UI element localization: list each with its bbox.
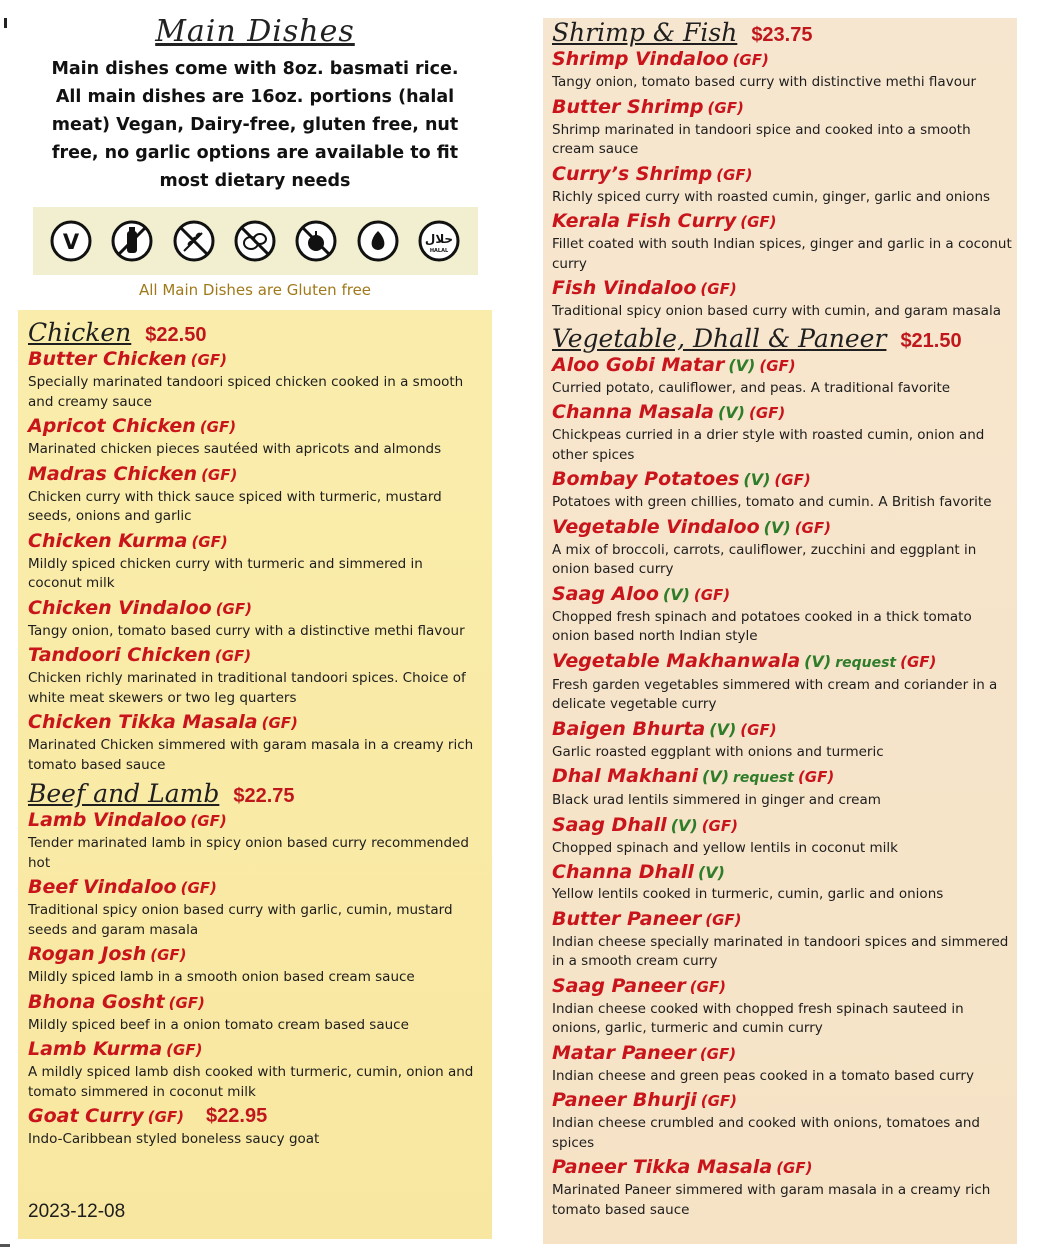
- diet-tag-gf: (GF): [693, 585, 731, 604]
- menu-item-description: Tender marinated lamb in spicy onion based curry recommended hot: [28, 835, 469, 871]
- menu-item-name: Saag Aloo: [552, 582, 659, 605]
- menu-item: [552, 467, 1012, 513]
- menu-item-heading: [552, 860, 1012, 885]
- menu-item: [28, 643, 480, 708]
- menu-item: [552, 400, 1012, 465]
- diet-tag-gf: (GF): [794, 518, 831, 537]
- no-garlic-icon: [294, 219, 338, 263]
- menu-item-description: Chicken richly marinated in traditional tandoori spices. Choice of white meat skewers or two leg quarters: [28, 670, 466, 706]
- menu-item: [552, 515, 1012, 580]
- diet-tag-gf: (GF): [740, 720, 777, 739]
- menu-item-name: Shrimp Vindaloo: [552, 48, 729, 70]
- menu-item-name: Tandoori Chicken: [28, 644, 211, 666]
- diet-tag-v: (V): [717, 403, 745, 422]
- beef-lamb-items: [28, 808, 480, 1150]
- menu-item-description: Indian cheese and green peas cooked in a tomato based curry: [552, 1067, 974, 1084]
- menu-item-name: Baigen Bhurta: [552, 717, 706, 740]
- menu-item: [552, 1088, 1012, 1153]
- menu-item-description: Tangy onion, tomato based curry with distinctive methi flavour: [552, 74, 977, 90]
- menu-item-name: Bombay Potatoes: [552, 468, 740, 490]
- menu-item-heading: [552, 813, 1012, 839]
- chicken-items: [28, 347, 480, 775]
- menu-item-description: Indian cheese cooked with chopped fresh spinach sauteed in onions, garlic, turmeric and cumin curry: [552, 1000, 964, 1036]
- menu-item: [552, 907, 1012, 972]
- menu-item: [28, 1037, 480, 1102]
- menu-item: [552, 582, 1012, 647]
- menu-item-heading: [552, 907, 1012, 933]
- diet-tag-gf: (GF): [261, 714, 298, 732]
- menu-item-name: Butter Paneer: [552, 907, 702, 930]
- menu-item-name: Matar Paneer: [552, 1041, 696, 1064]
- intro-text: Main dishes come with 8oz. basmati rice. All main dishes are 16oz. portions (halal meat) Vegan, Dairy-free, gluten free, nut free, no garlic options are available to fit most dietary needs: [51, 59, 459, 191]
- diet-tag-gf: (GF): [214, 647, 252, 665]
- diet-tag-gf: (GF): [166, 1041, 203, 1059]
- menu-item: [552, 1155, 1012, 1220]
- menu-item-name: Lamb Kurma: [28, 1038, 163, 1060]
- menu-item: [28, 710, 480, 775]
- menu-item-name: Butter Chicken: [28, 348, 187, 370]
- diet-tag-gf: (GF): [191, 532, 228, 551]
- menu-item-description: Black urad lentils simmered in ginger and cream: [552, 792, 881, 808]
- diet-tag-gf: (GF): [180, 879, 217, 897]
- diet-tag-gf: (GF): [700, 1092, 738, 1110]
- menu-item-heading: [552, 717, 1012, 743]
- menu-item-name: Kerala Fish Curry: [552, 210, 737, 232]
- diet-tag-gf: (GF): [716, 165, 753, 184]
- scan-edge-mark: [4, 18, 7, 28]
- diet-tag-v: (V): [804, 651, 832, 671]
- menu-item-name: Chicken Tikka Masala: [28, 711, 258, 733]
- section-header-chicken: [28, 318, 480, 347]
- diet-tag-gf: (GF): [797, 768, 835, 786]
- diet-tag-v: (V): [728, 355, 756, 375]
- menu-item-heading: [552, 515, 1012, 541]
- menu-item-heading: [28, 990, 480, 1016]
- diet-tag-v: (V): [662, 584, 690, 604]
- menu-item-heading: [552, 974, 1012, 1000]
- menu-item-heading: [552, 467, 1012, 493]
- shrimp-fish-items: [552, 47, 1012, 322]
- page-title: Main Dishes: [155, 14, 355, 49]
- menu-item: [552, 209, 1012, 274]
- menu-item-name: Lamb Vindaloo: [28, 809, 187, 831]
- nut-free-icon: [233, 219, 277, 263]
- menu-item-name: Goat Curry: [28, 1105, 144, 1127]
- section-price: $22.50: [145, 324, 207, 346]
- diet-tag-v: (V): [743, 470, 771, 489]
- menu-item-heading: [28, 1104, 480, 1130]
- menu-item: [28, 462, 480, 527]
- menu-item-name: Rogan Josh: [28, 943, 147, 965]
- menu-item-heading: [552, 353, 1012, 379]
- menu-item-description: Chopped fresh spinach and potatoes cooked in a thick tomato onion based north Indian style: [552, 608, 972, 644]
- section-title: Beef and Lamb: [28, 779, 220, 808]
- menu-item-price: $22.95: [206, 1105, 268, 1127]
- diet-tag-v: (V): [709, 719, 737, 739]
- menu-item-name: Dhal Makhani: [552, 765, 698, 787]
- menu-item: [552, 162, 1012, 208]
- halal-arabic-label: حلال: [424, 232, 453, 246]
- diet-tag-v: (V): [697, 863, 725, 882]
- vegan-icon: [49, 219, 93, 263]
- menu-item-description: Chicken curry with thick sauce spiced with turmeric, mustard seeds, onions and garlic: [28, 488, 442, 524]
- diet-tag-gf: (GF): [776, 1159, 813, 1177]
- menu-item-description: Traditional spicy onion based curry with cumin, and garam masala: [552, 303, 1001, 319]
- section-header-veg: [552, 324, 1012, 353]
- menu-item-description: Mildly spiced lamb in a smooth onion based cream sauce: [28, 969, 415, 985]
- menu-item-description: Marinated chicken pieces sautéed with apricots and almonds: [28, 441, 442, 457]
- diet-tag-gf: (GF): [190, 351, 227, 369]
- menu-item-description: Curried potato, cauliflower, and peas. A traditional favorite: [552, 379, 951, 396]
- diet-tag-gf: (GF): [701, 816, 738, 835]
- menu-item-description: Fillet coated with south Indian spices, ginger and garlic in a coconut curry: [552, 236, 1012, 272]
- menu-item: [552, 95, 1012, 160]
- menu-item-heading: [28, 529, 480, 555]
- diet-tag-gf: (GF): [190, 812, 227, 830]
- diet-tag-v: (V): [763, 517, 791, 537]
- menu-item-description: Specially marinated tandoori spiced chicken cooked in a smooth and creamy sauce: [28, 374, 464, 410]
- gluten-free-note: All Main Dishes are Gluten free: [138, 281, 372, 299]
- menu-item-heading: [552, 162, 1012, 188]
- menu-item-description: Chickpeas curried in a drier style with roasted cumin, onion and other spices: [552, 427, 985, 463]
- menu-item-heading: [28, 643, 480, 669]
- menu-item: [552, 1041, 1012, 1087]
- menu-item-description: Yellow lentils cooked in turmeric, cumin, garlic and onions: [552, 886, 944, 902]
- menu-item-heading: [28, 808, 480, 834]
- menu-item-name: Apricot Chicken: [28, 415, 196, 437]
- svg-text:V: V: [63, 230, 80, 254]
- veg-items: [552, 353, 1012, 1221]
- diet-tag-gf: (GF): [215, 599, 252, 618]
- menu-item-heading: [28, 1037, 480, 1063]
- menu-item: [552, 649, 1012, 715]
- section-header-beef-lamb: [28, 779, 480, 808]
- menu-item-heading: [28, 347, 480, 373]
- menu-item-heading: [552, 1155, 1012, 1181]
- left-menu-panel: [18, 310, 492, 1239]
- menu-item-heading: [552, 209, 1012, 235]
- menu-item-description: Indian cheese crumbled and cooked with onions, tomatoes and spices: [552, 1115, 980, 1151]
- menu-item-description: Indo-Caribbean styled boneless saucy goat: [28, 1131, 320, 1147]
- menu-item-name: Madras Chicken: [28, 462, 198, 485]
- menu-item-heading: [552, 649, 1012, 676]
- menu-item-name: Channa Dhall: [552, 861, 694, 883]
- menu-item: [28, 808, 480, 873]
- menu-item-name: Bhona Gosht: [28, 990, 165, 1013]
- diet-tag-gf: (GF): [201, 465, 238, 484]
- section-price: $21.50: [900, 329, 962, 352]
- menu-item-name: Chicken Kurma: [28, 529, 188, 552]
- menu-item-name: Butter Shrimp: [552, 95, 704, 118]
- menu-item: [28, 414, 480, 460]
- menu-item-heading: [552, 1041, 1012, 1067]
- menu-item: [552, 764, 1012, 811]
- diet-tag-gf: (GF): [168, 993, 205, 1012]
- section-price: $23.75: [751, 24, 813, 46]
- section-title: Vegetable, Dhall & Paneer: [552, 323, 887, 353]
- diet-tag-gf: (GF): [700, 280, 737, 298]
- menu-item: [28, 529, 480, 594]
- menu-item: [28, 596, 480, 642]
- section-header-shrimp-fish: [552, 18, 1012, 47]
- diet-tag-v: (V): [702, 767, 730, 786]
- menu-item-name: Aloo Gobi Matar: [552, 353, 725, 376]
- menu-item-name: Channa Masala: [552, 401, 714, 423]
- diet-tag-gf: (GF): [774, 471, 811, 489]
- menu-item: [552, 813, 1012, 859]
- section-title: Shrimp & Fish: [552, 18, 738, 47]
- menu-item-description: Fresh garden vegetables simmered with cream and coriander in a delicate vegetable curry: [552, 676, 998, 712]
- diet-tag-gf: (GF): [900, 652, 937, 671]
- diet-tag-gf: (GF): [689, 977, 727, 996]
- menu-item-heading: [552, 400, 1012, 426]
- diet-tag-gf: (GF): [759, 356, 796, 375]
- date-stamp: 2023-12-08: [28, 1201, 126, 1222]
- scan-edge-mark: [0, 1244, 10, 1247]
- menu-header: [20, 10, 490, 299]
- menu-item-description: Marinated Chicken simmered with garam masala in a creamy rich tomato based sauce: [28, 737, 474, 773]
- menu-item: [552, 717, 1012, 763]
- dietary-icons-strip: [33, 207, 478, 275]
- menu-item-description: Traditional spicy onion based curry with garlic, cumin, mustard seeds and garam masala: [28, 902, 453, 938]
- menu-item-heading: [28, 875, 480, 901]
- menu-item-description: Tangy onion, tomato based curry with a distinctive methi flavour: [28, 622, 465, 639]
- menu-item: [28, 875, 480, 940]
- menu-item-description: Marinated Paneer simmered with garam masala in a creamy rich tomato based sauce: [552, 1182, 991, 1218]
- diet-tag-gf: (GF): [740, 213, 777, 231]
- menu-item-description: Richly spiced curry with roasted cumin, ginger, garlic and onions: [552, 188, 991, 205]
- halal-sub-label: HALAL: [429, 248, 448, 254]
- section-title: Chicken: [28, 318, 132, 347]
- menu-item-heading: [28, 462, 480, 488]
- menu-item-heading: [552, 582, 1012, 608]
- menu-item: [552, 353, 1012, 399]
- diet-tag-gf: (GF): [150, 946, 187, 964]
- menu-item-name: Paneer Tikka Masala: [552, 1156, 773, 1178]
- menu-item-heading: [28, 710, 480, 736]
- menu-item-heading: [552, 1088, 1012, 1114]
- section-price: $22.75: [233, 785, 295, 807]
- menu-item-name: Saag Paneer: [552, 974, 686, 997]
- menu-item-description: Chopped spinach and yellow lentils in coconut milk: [552, 839, 898, 856]
- menu-item-description: A mix of broccoli, carrots, cauliflower, zucchini and eggplant in onion based curry: [552, 541, 977, 577]
- gluten-free-icon: [172, 219, 216, 263]
- diet-tag-gf: (GF): [705, 910, 742, 929]
- menu-item: [28, 990, 480, 1036]
- menu-item-description: Mildly spiced chicken curry with turmeric and simmered in coconut milk: [28, 555, 423, 591]
- menu-item-description: Indian cheese specially marinated in tandoori spices and simmered in a smooth cream curry: [552, 933, 1009, 969]
- menu-item-name: Vegetable Makhanwala: [552, 649, 801, 672]
- menu-item-heading: [28, 942, 480, 968]
- menu-item: [552, 974, 1012, 1039]
- menu-item-name: Vegetable Vindaloo: [552, 515, 760, 538]
- menu-item-description: Mildly spiced beef in a onion tomato cream based sauce: [28, 1016, 409, 1033]
- menu-item-heading: [552, 276, 1012, 302]
- diet-tag-gf: (GF): [707, 98, 744, 117]
- diet-tag-request: request: [835, 654, 897, 671]
- no-onion-icon: [356, 219, 400, 263]
- menu-item: [28, 1104, 480, 1150]
- menu-item-name: Beef Vindaloo: [28, 876, 177, 898]
- menu-item-name: Chicken Vindaloo: [28, 596, 212, 619]
- diet-tag-gf: (GF): [199, 418, 237, 436]
- menu-item-heading: [552, 764, 1012, 791]
- menu-item: [552, 860, 1012, 905]
- menu-item-heading: [552, 95, 1012, 121]
- menu-item-description: Shrimp marinated in tandoori spice and cooked into a smooth cream sauce: [552, 121, 971, 157]
- menu-item-heading: [28, 414, 480, 440]
- menu-item-name: Fish Vindaloo: [552, 277, 697, 299]
- menu-item-heading: [552, 47, 1012, 73]
- menu-item-name: Paneer Bhurji: [552, 1089, 697, 1111]
- menu-item: [552, 276, 1012, 322]
- menu-item-name: Curry’s Shrimp: [552, 162, 713, 185]
- diet-tag-gf: (GF): [732, 51, 769, 69]
- menu-item-heading: [28, 596, 480, 622]
- menu-item-description: Potatoes with green chillies, tomato and cumin. A British favorite: [552, 494, 992, 510]
- menu-item: [28, 942, 480, 988]
- halal-icon: [417, 219, 461, 263]
- menu-item-name: Saag Dhall: [552, 813, 667, 836]
- menu-item: [28, 347, 480, 412]
- menu-item-description: Garlic roasted eggplant with onions and turmeric: [552, 743, 884, 760]
- diet-tag-request: request: [733, 770, 794, 786]
- diet-tag-gf: (GF): [147, 1108, 185, 1126]
- menu-item-description: A mildly spiced lamb dish cooked with turmeric, cumin, onion and tomato simmered in coconut milk: [28, 1064, 474, 1100]
- diet-tag-gf: (GF): [699, 1044, 737, 1063]
- diet-tag-gf: (GF): [749, 404, 786, 422]
- menu-item: [552, 47, 1012, 93]
- right-menu-panel: [543, 18, 1017, 1244]
- dairy-free-icon: [110, 219, 154, 263]
- diet-tag-v: (V): [670, 815, 698, 835]
